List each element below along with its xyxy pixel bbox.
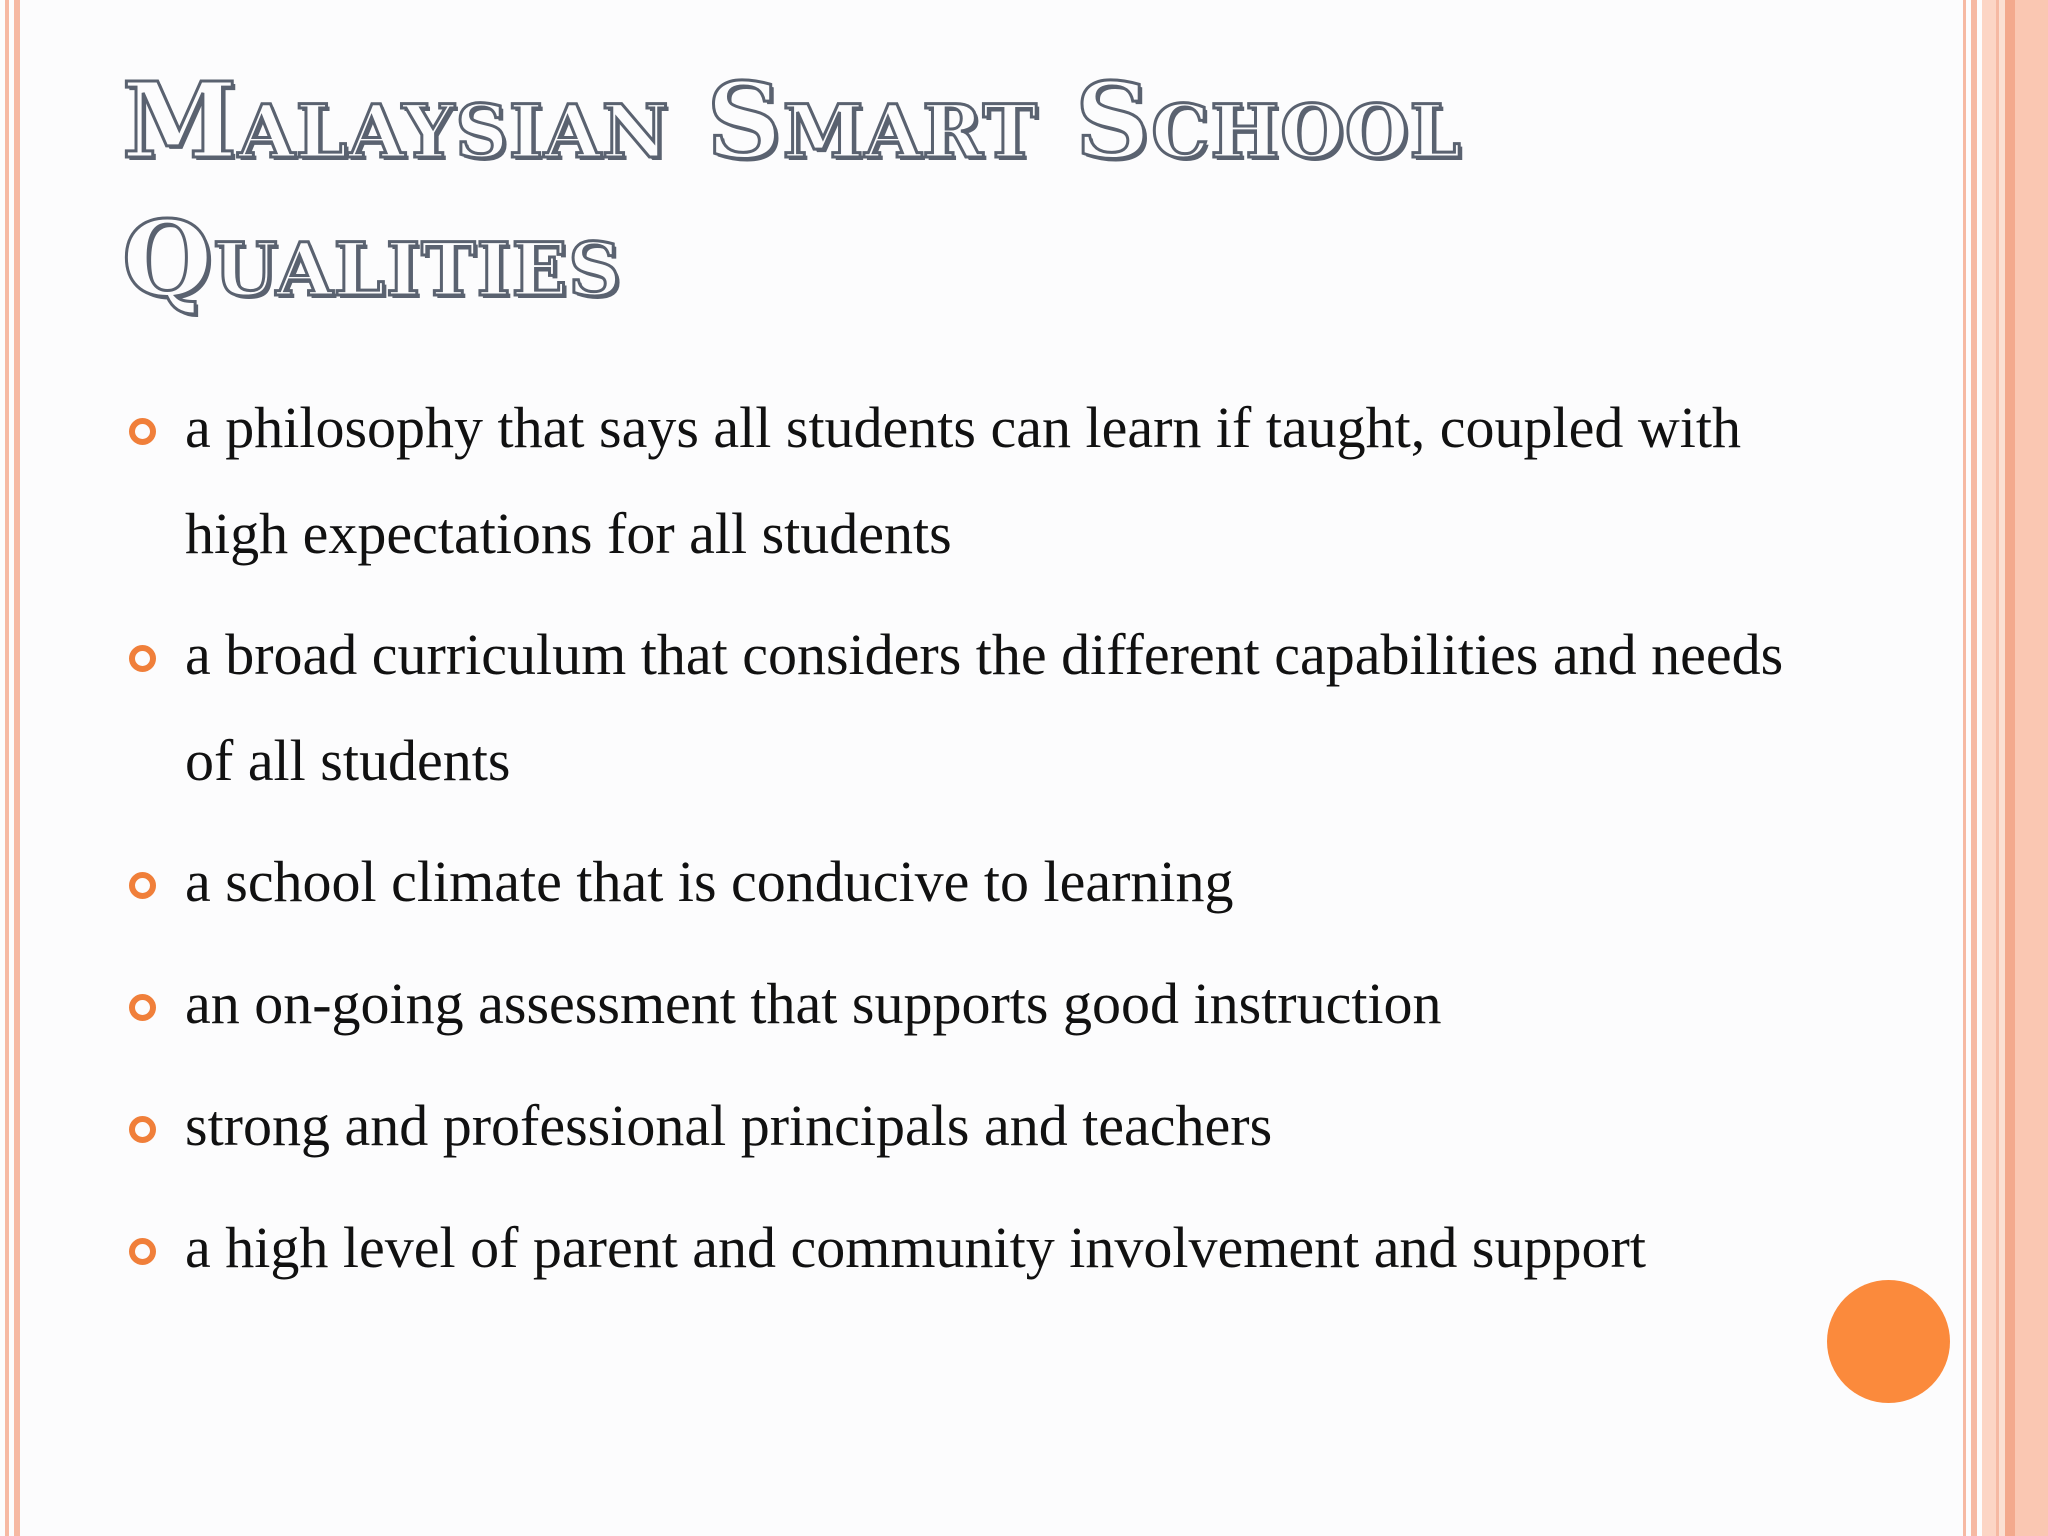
bullet-text: an on-going assessment that supports good instruction xyxy=(185,971,1442,1036)
bullet-circle-icon xyxy=(129,994,156,1021)
bullet-circle-icon xyxy=(129,418,156,445)
bullet-circle-icon xyxy=(129,645,156,672)
bullet-text: a broad curriculum that considers the different capabilities and needs of all students xyxy=(185,622,1784,793)
right-border-band xyxy=(1982,0,1996,1536)
bullet-text: a school climate that is conducive to learning xyxy=(185,849,1234,914)
right-border-line xyxy=(1963,0,1966,1536)
bullet-circle-icon xyxy=(129,1238,156,1265)
right-border-band xyxy=(2015,0,2048,1536)
bullet-text: a philosophy that says all students can learn if taught, coupled with high expectations for all students xyxy=(185,395,1742,566)
bullet-circle-icon xyxy=(129,1116,156,1143)
bullet-text: strong and professional principals and teachers xyxy=(185,1093,1273,1158)
right-decorative-border xyxy=(1958,0,2048,1536)
orange-circle-decoration xyxy=(1827,1280,1950,1403)
right-border-line xyxy=(1971,0,1977,1536)
bullet-circle-icon xyxy=(129,872,156,899)
right-border-line xyxy=(2005,0,2015,1536)
bullet-text: a high level of parent and community involvement and support xyxy=(185,1215,1646,1280)
slide-title: Malaysian Smart School Qualities xyxy=(122,59,1462,320)
